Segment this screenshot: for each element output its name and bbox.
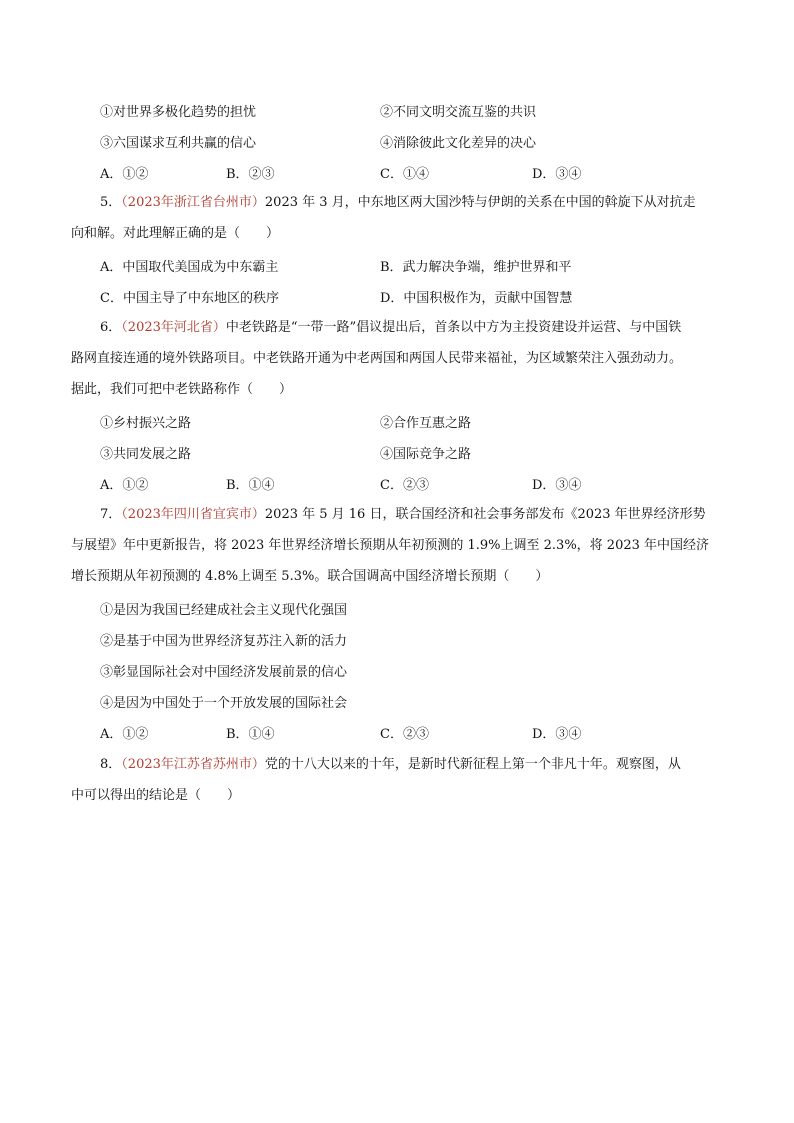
q5-number: 5． [100, 195, 122, 210]
q7-stem-line-2: 与展望》年中更新报告，将 2023 年世界经济增长预期从年初预测的 1.9%上调至 2.3%，将 2023 年中国经济 [71, 538, 710, 553]
q8-source-open: （ [121, 757, 128, 772]
q4-choice-b: B．②③ [226, 167, 275, 182]
q8-source-close: ） [251, 757, 265, 772]
q6-statement-3: ③共同发展之路 [100, 447, 192, 462]
q6-source-close: ） [212, 320, 226, 335]
q7-choice-a: A．①② [100, 727, 149, 742]
q6-statement-2: ②合作互惠之路 [380, 416, 472, 431]
q5-option-a: A．中国取代美国成为中东霸主 [100, 260, 279, 275]
q5-option-d: D．中国积极作为，贡献中国智慧 [380, 291, 573, 306]
q7-statement-1: ①是因为我国已经建成社会主义现代化强国 [100, 603, 348, 618]
q5-option-b: B．武力解决争端，维护世界和平 [380, 260, 572, 275]
q4-statement-2: ②不同文明交流互鉴的共识 [380, 105, 537, 120]
q7-source: 2023年四川省宜宾市 [127, 507, 252, 522]
q4-statement-3: ③六国谋求互利共赢的信心 [100, 136, 257, 151]
q7-statement-4: ④是因为中国处于一个开放发展的国际社会 [100, 696, 348, 711]
q6-choice-a: A．①② [100, 478, 149, 493]
q7-statement-3: ③彰显国际社会对中国经济发展前景的信心 [100, 665, 348, 680]
q5-source: 2023年浙江省台州市 [127, 195, 252, 210]
q5-stem-line-2: 向和解。对此理解正确的是（ ） [71, 226, 280, 241]
q5-option-c: C．中国主导了中东地区的秩序 [100, 291, 279, 306]
q6-stem-line-1 [100, 318, 681, 338]
q8-source: 2023年江苏省苏州市 [127, 757, 252, 772]
q7-statement-2: ②是基于中国为世界经济复苏注入新的活力 [100, 634, 348, 649]
q6-source-open: （ [121, 320, 128, 335]
q4-choice-c: C．①④ [380, 167, 429, 182]
q6-stem-line-3: 据此，我们可把中老铁路称作（ ） [71, 382, 293, 397]
q7-source-open: （ [121, 507, 128, 522]
q5-source-close: ） [251, 195, 265, 210]
q6-choice-d: D．③④ [532, 478, 582, 493]
q5-source-open: （ [121, 195, 128, 210]
q6-statement-4: ④国际竞争之路 [380, 447, 472, 462]
q7-number: 7． [100, 507, 122, 522]
q6-choice-b: B．①④ [226, 478, 275, 493]
q7-stem-line-1 [100, 505, 706, 525]
q8-stem-text-1: 党的十八大以来的十年，是新时代新征程上第一个非凡十年。观察图，从 [264, 757, 681, 772]
q4-choice-a: A．①② [100, 167, 149, 182]
q5-stem-line-1 [100, 193, 696, 213]
q4-statement-4: ④消除彼此文化差异的决心 [380, 136, 537, 151]
q6-stem-text-1: 中老铁路是“一带一路”倡议提出后，首条以中方为主投资建设并运营、与中国铁 [225, 320, 682, 335]
q7-stem-line-3: 增长预期从年初预测的 4.8%上调至 5.3%。联合国调高中国经济增长预期（ ） [71, 569, 549, 584]
q6-number: 6． [100, 320, 122, 335]
q8-stem-line-2: 中可以得出的结论是（ ） [71, 788, 241, 803]
q6-choice-c: C．②③ [380, 478, 429, 493]
q6-statement-1: ①乡村振兴之路 [100, 416, 192, 431]
q5-stem-text-1: 2023 年 3 月，中东地区两大国沙特与伊朗的关系在中国的斡旋下从对抗走 [264, 195, 696, 210]
q7-choice-d: D．③④ [532, 727, 582, 742]
q4-statement-1: ①对世界多极化趋势的担忧 [100, 105, 257, 120]
q4-choice-d: D．③④ [532, 167, 582, 182]
q7-source-close: ） [251, 507, 265, 522]
q8-stem-line-1 [100, 755, 681, 775]
q7-stem-text-1: 2023 年 5 月 16 日，联合国经济和社会事务部发布《2023 年世界经济形势 [264, 507, 706, 522]
q6-stem-line-2: 路网直接连通的境外铁路项目。中老铁路开通为中老两国和两国人民带来福祉，为区域繁荣注入强劲动力。 [71, 351, 683, 366]
q7-choice-b: B．①④ [226, 727, 275, 742]
q7-choice-c: C．②③ [380, 727, 429, 742]
q8-number: 8． [100, 757, 122, 772]
q6-source: 2023年河北省 [127, 320, 213, 335]
